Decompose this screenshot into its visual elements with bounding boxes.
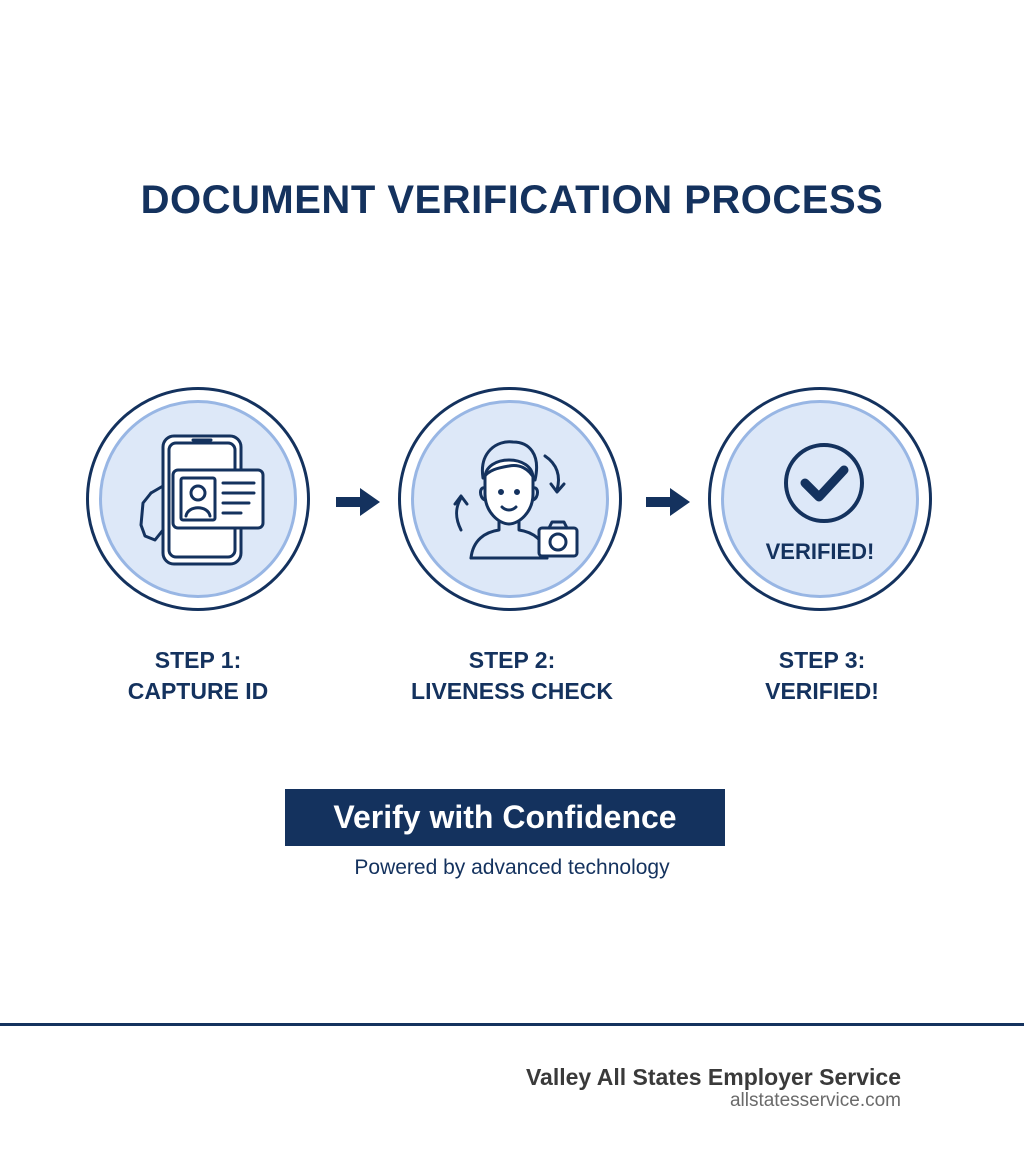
cta-banner: Verify with Confidence	[285, 789, 725, 846]
step-1-circle	[86, 387, 310, 611]
step-3-label	[692, 645, 952, 707]
verified-badge-label: VERIFIED!	[765, 539, 875, 564]
step-2-label	[382, 645, 642, 707]
step-2-name: LIVENESS CHECK	[411, 678, 613, 704]
step-1-label	[68, 645, 328, 707]
liveness-selfie-icon	[401, 390, 619, 608]
footer-website-link[interactable]: allstatesservice.com	[729, 1090, 901, 1111]
cta-subtext: Powered by advanced technology	[354, 856, 670, 879]
step-1-name: CAPTURE ID	[127, 678, 269, 704]
step-3-name: VERIFIED!	[765, 678, 879, 704]
page-title: DOCUMENT VERIFICATION PROCESS	[140, 178, 884, 222]
step-2-number: STEP 2:	[468, 647, 556, 673]
step-1-number: STEP 1:	[154, 647, 242, 673]
footer-company-name: Valley All States Employer Service	[525, 1064, 901, 1090]
footer-divider	[0, 1023, 1024, 1026]
step-2-circle	[398, 387, 622, 611]
arrow-right-icon	[644, 486, 692, 518]
id-capture-icon	[89, 390, 307, 608]
step-3-circle	[708, 387, 932, 611]
arrow-right-icon	[334, 486, 382, 518]
checkmark-icon	[711, 390, 929, 608]
step-3-number: STEP 3:	[778, 647, 866, 673]
